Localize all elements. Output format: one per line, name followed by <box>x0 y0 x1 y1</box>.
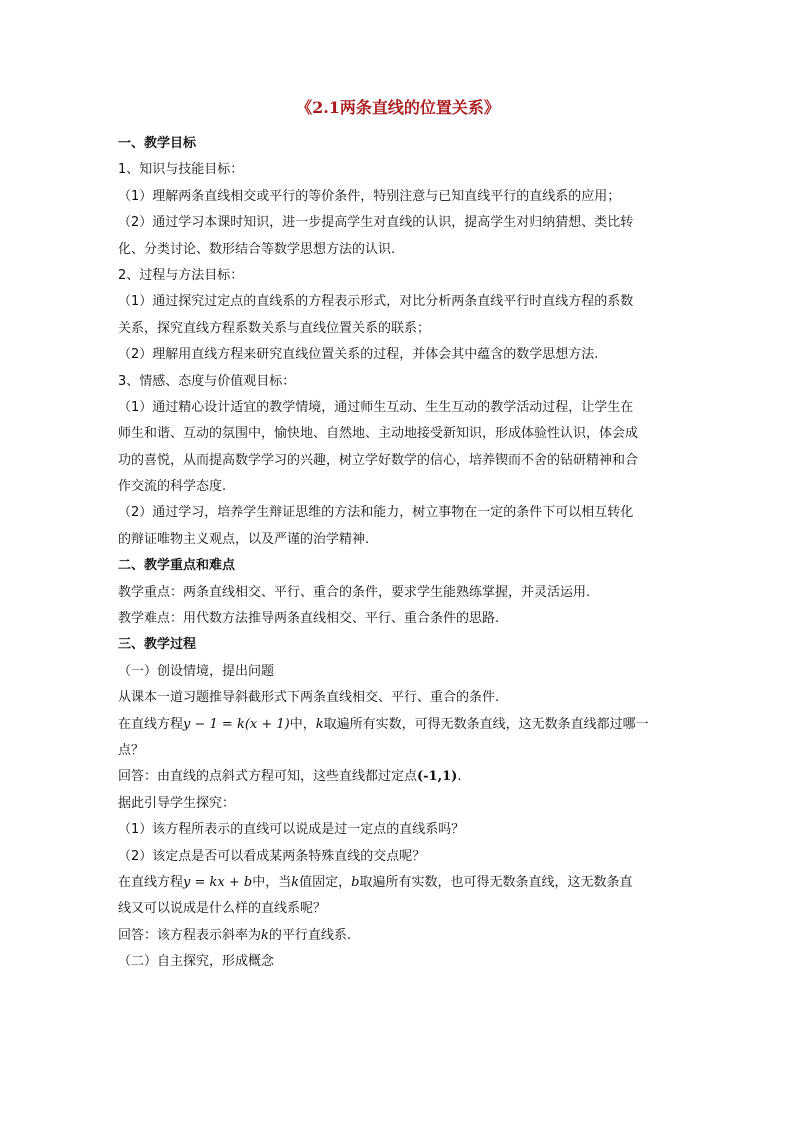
text-line: （一）创设情境，提出问题 <box>118 663 275 679</box>
text-line: （2）通过学习，培养学生辩证思维的方法和能力，树立事物在一定的条件下可以相互转化 <box>118 505 634 521</box>
section-heading: 三、教学过程 <box>118 637 197 653</box>
math-point: (-1,1) <box>417 769 458 785</box>
text-line: 的辩证唯物主义观点，以及严谨的治学精神. <box>118 531 370 547</box>
math-expression: k <box>291 874 300 890</box>
text-segment: 取遍所有实数，可得无数条直线，这无数条直线都过哪一 <box>323 716 649 732</box>
text-line: 功的喜悦，从而提高数学学习的兴趣，树立学好数学的信心，培养锲而不舍的钻研精神和合 <box>118 452 639 468</box>
text-segment: 的平行直线系. <box>268 927 352 943</box>
text-line: 从课本一道习题推导斜截形式下两条直线相交、平行、重合的条件. <box>118 690 500 706</box>
text-segment: 中，当 <box>252 874 292 890</box>
text-line: 1、知识与技能目标： <box>118 162 244 178</box>
math-expression: y − 1 = k(x + 1) <box>183 716 290 732</box>
text-segment: 在直线方程 <box>118 874 184 890</box>
text-segment: 值固定， <box>299 874 352 890</box>
document-body <box>118 131 678 976</box>
section-heading: 一、教学目标 <box>118 136 197 151</box>
text-segment: . <box>457 769 462 785</box>
text-line: （二）自主探究，形成概念 <box>118 954 275 970</box>
text-line: 据此引导学生探究： <box>118 795 236 811</box>
text-line: （2）理解用直线方程来研究直线位置关系的过程，并体会其中蕴含的数学思想方法. <box>118 347 599 363</box>
text-line: （1）理解两条直线相交或平行的等价条件，特别注意与已知直线平行的直线系的应用； <box>118 188 621 204</box>
text-line: 点？ <box>118 742 145 758</box>
text-line <box>118 870 678 896</box>
text-segment: 取遍所有实数，也可得无数条直线，这无数条直 <box>359 874 633 890</box>
math-expression: y = kx + b <box>183 874 253 890</box>
document-title: 《2.1两条直线的位置关系》 <box>296 98 500 117</box>
text-line: （1）通过精心设计适宜的教学情境，通过师生互动、生生互动的教学活动过程，让学生在 <box>118 399 634 415</box>
text-segment: 中， <box>289 716 316 732</box>
text-line: 2、过程与方法目标： <box>118 267 244 283</box>
text-line <box>118 923 678 949</box>
text-segment: 回答：由直线的点斜式方程可知，这些直线都过定点 <box>118 769 418 785</box>
text-line: （2）该定点是否可以看成某两条特殊直线的交点呢？ <box>118 848 426 864</box>
text-line: （2）通过学习本课时知识，进一步提高学生对直线的认识，提高学生对归纳猜想、类比转 <box>118 215 634 231</box>
text-line: 化、分类讨论、数形结合等数学思想方法的认识. <box>118 241 396 257</box>
text-segment: 回答：该方程表示斜率为 <box>118 927 262 943</box>
text-line: 关系，探究直线方程系数关系与直线位置关系的联系； <box>118 320 431 336</box>
text-line: 作交流的科学态度. <box>118 479 227 495</box>
math-expression: b <box>351 874 360 890</box>
text-line: （1）该方程所表示的直线可以说成是过一定点的直线系吗？ <box>118 822 465 838</box>
math-expression: k <box>315 716 324 732</box>
text-line: 线又可以说成是什么样的直线系呢？ <box>118 901 327 917</box>
text-line: 教学重点：两条直线相交、平行、重合的条件，要求学生能熟练掌握，并灵活运用. <box>118 584 591 600</box>
text-line: 师生和谐、互动的氛围中，愉快地、自然地、主动地接受新知识，形成体验性认识，体会成 <box>118 426 639 442</box>
text-line <box>118 712 678 738</box>
math-expression: k <box>261 927 269 943</box>
text-line: 教学难点：用代数方法推导两条直线相交、平行、重合条件的思路. <box>118 611 500 627</box>
text-line: 3、情感、态度与价值观目标： <box>118 373 296 389</box>
text-line <box>118 764 678 790</box>
section-heading: 二、教学重点和难点 <box>118 558 236 574</box>
text-line: （1）通过探究过定点的直线系的方程表示形式，对比分析两条直线平行时直线方程的系数 <box>118 294 634 310</box>
text-segment: 在直线方程 <box>118 716 184 732</box>
